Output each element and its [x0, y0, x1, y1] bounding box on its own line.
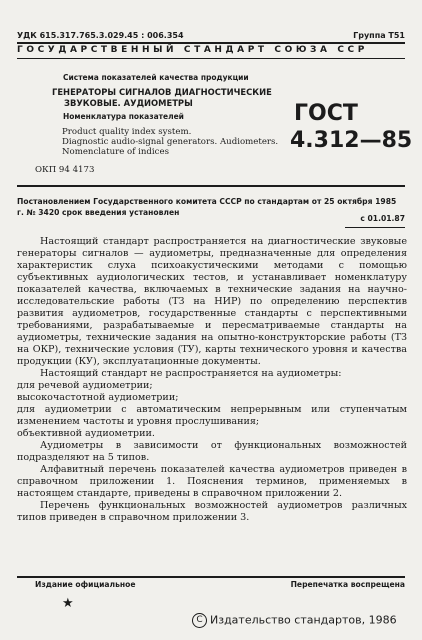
official-edition: Издание официальное	[35, 580, 136, 589]
list-item: для аудиометрии с автоматическим непрерывным или ступенчатым изменением частоты и уровня прослушивания;	[17, 404, 407, 427]
copyright-text: Издательство стандартов, 1986	[210, 613, 397, 627]
gost-code: 4.312—85	[290, 128, 413, 153]
effective-date: с 01.01.87	[360, 214, 405, 223]
footer-rule	[17, 576, 405, 578]
english-title-line: Diagnostic audio-signal generators. Audiometers.	[62, 137, 279, 147]
quality-system-line: Система показателей качества продукции	[63, 73, 249, 82]
title-line: ЗВУКОВЫЕ. АУДИОМЕТРЫ	[64, 98, 193, 108]
list-item: для речевой аудиометрии;	[17, 380, 153, 391]
body-paragraph: Аудиометры в зависимости от функциональных возможностей подразделяют на 5 типов.	[17, 440, 407, 463]
date-rule	[345, 227, 405, 228]
english-title-line: Nomenclature of indices	[62, 147, 169, 157]
document-title	[52, 87, 277, 109]
top-rule	[17, 42, 405, 44]
body-paragraph: Перечень функциональных возможностей аудиометров различных типов приведен в справочном приложении 3.	[17, 500, 407, 523]
gost-number	[290, 100, 412, 154]
list-item: объективной аудиометрии.	[17, 428, 155, 439]
list-item: высокочастотной аудиометрии;	[17, 392, 179, 403]
body-paragraph: Настоящий стандарт распространяется на диагностические звуковые генераторы сигналов — аудиометры, предназначенные для определения характеристик слуха психоакустическими методами с помощью субъективных аудиологических тестов, и устанавливает номенклатуру показателей качества, включаемых в технические задания на научно-исследовательские работы (ТЗ на НИР) по определению перспектив развития аудиометров, государственные стандарты с перспективными требованиями, разрабатываемые и пересматриваемые стандарты на аудиометры, технические задания на опытно-конструкторские работы (ТЗ на ОКР), технические условия (ТУ), карты технического уровня и качества продукции (КУ), эксплуатационные документы.	[17, 236, 407, 367]
english-title	[62, 127, 287, 157]
reprint-prohibited: Перепечатка воспрещена	[290, 580, 405, 589]
body-text	[17, 236, 407, 524]
copyright	[192, 613, 397, 628]
copyright-icon: C	[192, 613, 207, 628]
banner-rule	[17, 58, 405, 59]
decree-text: Постановлением Государственного комитета СССР по стандартам от 25 октября 1985 г. № 3420 срок введения установлен	[17, 197, 397, 217]
title-line: ГЕНЕРАТОРЫ СИГНАЛОВ ДИАГНОСТИЧЕСКИЕ	[52, 87, 272, 97]
group-code: Группа Т51	[353, 31, 405, 40]
state-standard-banner: ГОСУДАРСТВЕННЫЙ СТАНДАРТ СОЮЗА ССР	[17, 45, 368, 55]
title-rule	[17, 185, 405, 187]
nomenclature-subtitle: Номенклатура показателей	[63, 112, 184, 121]
okp-code: ОКП 94 4173	[35, 165, 95, 175]
body-paragraph: Алфавитный перечень показателей качества аудиометров приведен в справочном приложении 1. Пояснения терминов, применяемых в настоящем стандарте, приведены в справочном приложении 2.	[17, 464, 407, 499]
english-title-line: Product quality index system.	[62, 127, 192, 137]
body-paragraph: Настоящий стандарт не распространяется на аудиометры:	[40, 368, 342, 379]
star-icon: ★	[62, 596, 74, 611]
gost-label: ГОСТ	[294, 101, 358, 126]
udk-code: УДК 615.317.765.3.029.45 : 006.354	[17, 31, 184, 40]
